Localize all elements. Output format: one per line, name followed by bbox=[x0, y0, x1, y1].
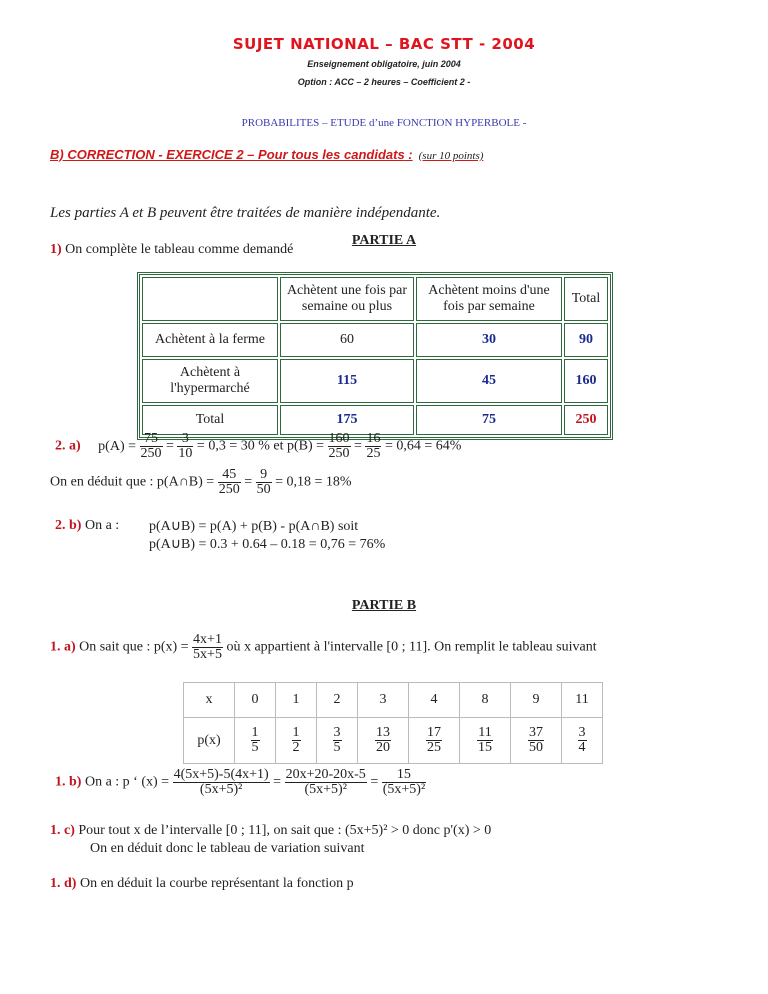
fraction-denominator: 250 bbox=[140, 446, 162, 461]
px-value bbox=[409, 718, 460, 764]
x-value: 11 bbox=[562, 683, 603, 718]
pa-text: p(A) = bbox=[98, 438, 137, 454]
fraction bbox=[256, 468, 272, 497]
question-b1d-text: On en déduit la courbe représentant la fonction p bbox=[79, 876, 354, 891]
x-label: x bbox=[184, 683, 235, 718]
results-table bbox=[137, 272, 613, 440]
px-value bbox=[235, 718, 276, 764]
fraction-denominator: 25 bbox=[366, 446, 381, 461]
equals: = bbox=[370, 774, 379, 790]
section-colon: : bbox=[404, 147, 413, 162]
section-points: (sur 10 points) bbox=[418, 150, 484, 162]
fraction-denominator: 20 bbox=[376, 740, 390, 755]
fraction bbox=[426, 726, 442, 755]
question-b1a-rest: où x appartient à l'intervalle [0 ; 11]. On remplit le tableau suivant bbox=[226, 639, 597, 655]
fraction-denominator: 250 bbox=[328, 446, 350, 461]
x-value: 2 bbox=[317, 683, 358, 718]
fraction-numerator: 17 bbox=[427, 725, 441, 740]
x-value: 3 bbox=[358, 683, 409, 718]
fraction bbox=[333, 726, 342, 755]
question-2b bbox=[55, 518, 119, 534]
fraction bbox=[140, 432, 163, 461]
cell-value: 175 bbox=[280, 405, 414, 435]
result-text: = 0,64 = 64% bbox=[384, 438, 462, 454]
fraction bbox=[292, 726, 301, 755]
px-value bbox=[276, 718, 317, 764]
result-text: = 0,18 = 18% bbox=[275, 474, 352, 490]
fraction-numerator: 4x+1 bbox=[193, 632, 222, 647]
x-value: 4 bbox=[409, 683, 460, 718]
cell-value: 160 bbox=[564, 359, 608, 403]
col-header-3: Total bbox=[564, 277, 608, 321]
fraction-numerator: 13 bbox=[376, 725, 390, 740]
question-2a-label: 2. a) bbox=[55, 438, 81, 454]
question-b1a-label: 1. a) bbox=[50, 639, 76, 655]
x-value: 9 bbox=[511, 683, 562, 718]
x-value: 0 bbox=[235, 683, 276, 718]
fraction-denominator: 5 bbox=[333, 740, 341, 755]
question-b1c bbox=[50, 823, 491, 839]
px-value bbox=[562, 718, 603, 764]
fraction-numerator: 37 bbox=[529, 725, 543, 740]
fraction-numerator: 3 bbox=[177, 432, 193, 447]
fraction-denominator: (5x+5)² bbox=[199, 782, 243, 797]
fraction-numerator: 3 bbox=[578, 725, 586, 740]
fraction-denominator: (5x+5)² bbox=[382, 782, 426, 797]
fraction bbox=[173, 768, 270, 797]
question-b1c-line2: On en déduit donc le tableau de variation suivant bbox=[90, 841, 365, 856]
fraction-numerator: 4(5x+5)-5(4x+1) bbox=[173, 767, 269, 782]
question-b1d-label: 1. d) bbox=[50, 876, 77, 891]
fraction-denominator: 5 bbox=[251, 740, 259, 755]
question-1 bbox=[50, 242, 293, 258]
fraction bbox=[328, 432, 351, 461]
question-1-label: 1) bbox=[50, 242, 62, 257]
question-2b-prefix: On a : bbox=[84, 518, 120, 533]
fraction-denominator: 50 bbox=[256, 482, 271, 497]
table-corner bbox=[142, 277, 278, 321]
fraction-numerator: 75 bbox=[140, 432, 163, 447]
cell-value: 75 bbox=[416, 405, 562, 435]
fraction bbox=[177, 432, 193, 461]
result-text: = 0,3 = 30 % et p(B) = bbox=[196, 438, 325, 454]
fraction-numerator: 15 bbox=[382, 768, 426, 783]
col-header-2: Achètent moins d'une fois par semaine bbox=[416, 277, 562, 321]
fraction-numerator: 20x+20-20x-5 bbox=[285, 767, 366, 782]
equals: = bbox=[273, 774, 282, 790]
cell-value: 115 bbox=[280, 359, 414, 403]
fraction-denominator: 15 bbox=[478, 740, 492, 755]
px-label: p(x) bbox=[184, 718, 235, 764]
fraction bbox=[192, 633, 223, 662]
question-b1b bbox=[55, 768, 426, 797]
fraction-numerator: 1 bbox=[251, 725, 259, 740]
fraction-denominator: 4 bbox=[578, 740, 586, 755]
deduction-line bbox=[50, 468, 352, 497]
fraction-numerator: 1 bbox=[292, 725, 300, 740]
section-heading bbox=[50, 147, 483, 162]
fraction-numerator: 45 bbox=[218, 468, 241, 483]
px-value bbox=[460, 718, 511, 764]
partie-b-title: PARTIE B bbox=[351, 598, 417, 613]
partie-a-title: PARTIE A bbox=[351, 233, 417, 248]
px-value bbox=[511, 718, 562, 764]
fraction-denominator: 5x+5 bbox=[193, 647, 222, 662]
fraction-denominator: 250 bbox=[218, 482, 240, 497]
px-value bbox=[358, 718, 409, 764]
cell-value: 250 bbox=[564, 405, 608, 435]
fraction bbox=[365, 432, 381, 461]
fraction bbox=[578, 726, 587, 755]
section-title: B) CORRECTION - EXERCICE 2 – Pour tous les candidats bbox=[50, 147, 405, 162]
fraction bbox=[251, 726, 260, 755]
fraction-denominator: (5x+5)² bbox=[304, 782, 347, 797]
fraction-denominator: 10 bbox=[178, 446, 193, 461]
cell-value: 45 bbox=[416, 359, 562, 403]
col-header-1: Achètent une fois par semaine ou plus bbox=[280, 277, 414, 321]
question-b1c-label: 1. c) bbox=[50, 823, 75, 838]
fraction bbox=[285, 768, 367, 797]
intro-text: Les parties A et B peuvent être traitées de manière indépendante. bbox=[50, 205, 441, 221]
union-line-1: p(A∪B) = p(A) + p(B) - p(A∩B) soit bbox=[149, 519, 359, 534]
question-2a bbox=[55, 432, 461, 461]
question-b1a-text: On sait que : p(x) = bbox=[79, 639, 189, 655]
question-2b-label: 2. b) bbox=[55, 518, 82, 533]
cell-value: 30 bbox=[416, 323, 562, 357]
x-value: 8 bbox=[460, 683, 511, 718]
fraction-numerator: 3 bbox=[333, 725, 341, 740]
topic-line: PROBABILITES – ETUDE d’une FONCTION HYPERBOLE - bbox=[241, 117, 527, 129]
union-line-2: p(A∪B) = 0.3 + 0.64 – 0.18 = 0,76 = 76% bbox=[149, 537, 386, 552]
table-row bbox=[184, 718, 603, 764]
cell-value: 60 bbox=[280, 323, 414, 357]
question-1-text: On complète le tableau comme demandé bbox=[65, 242, 294, 257]
question-b1b-text: On a : p ‘ (x) = bbox=[84, 774, 170, 790]
fraction-numerator: 11 bbox=[478, 725, 492, 740]
x-value: 1 bbox=[276, 683, 317, 718]
table-row bbox=[142, 323, 608, 357]
fraction-numerator: 9 bbox=[256, 468, 272, 483]
table-row bbox=[184, 683, 603, 718]
fraction bbox=[382, 768, 426, 797]
question-b1c-line1: Pour tout x de l’intervalle [0 ; 11], on sait que : (5x+5)² > 0 donc p'(x) > 0 bbox=[78, 823, 492, 838]
fraction bbox=[528, 726, 544, 755]
cell-value: 90 bbox=[564, 323, 608, 357]
fraction bbox=[218, 468, 241, 497]
fraction-numerator: 16 bbox=[366, 431, 381, 446]
question-b1a bbox=[50, 633, 597, 662]
fraction bbox=[477, 726, 493, 755]
question-b1d bbox=[50, 876, 354, 892]
values-table bbox=[183, 682, 603, 764]
question-b1b-label: 1. b) bbox=[55, 774, 82, 790]
fraction bbox=[375, 726, 391, 755]
deduction-text: On en déduit que : p(A∩B) = bbox=[50, 474, 215, 490]
equals: = bbox=[354, 438, 362, 454]
fraction-denominator: 2 bbox=[292, 740, 300, 755]
document-subtitle-1: Enseignement obligatoire, juin 2004 bbox=[307, 59, 461, 69]
equals: = bbox=[244, 474, 253, 490]
row-label: Achètent à la ferme bbox=[142, 323, 278, 357]
fraction-numerator: 160 bbox=[328, 431, 350, 446]
row-label: Total bbox=[142, 405, 278, 435]
fraction-denominator: 25 bbox=[427, 740, 441, 755]
document-title: SUJET NATIONAL – BAC STT - 2004 bbox=[232, 35, 536, 53]
row-label: Achètent à l'hypermarché bbox=[142, 359, 278, 403]
fraction-denominator: 50 bbox=[529, 740, 543, 755]
px-value bbox=[317, 718, 358, 764]
equals: = bbox=[166, 438, 174, 454]
document-subtitle-2: Option : ACC – 2 heures – Coefficient 2 - bbox=[297, 77, 471, 87]
table-row bbox=[142, 359, 608, 403]
